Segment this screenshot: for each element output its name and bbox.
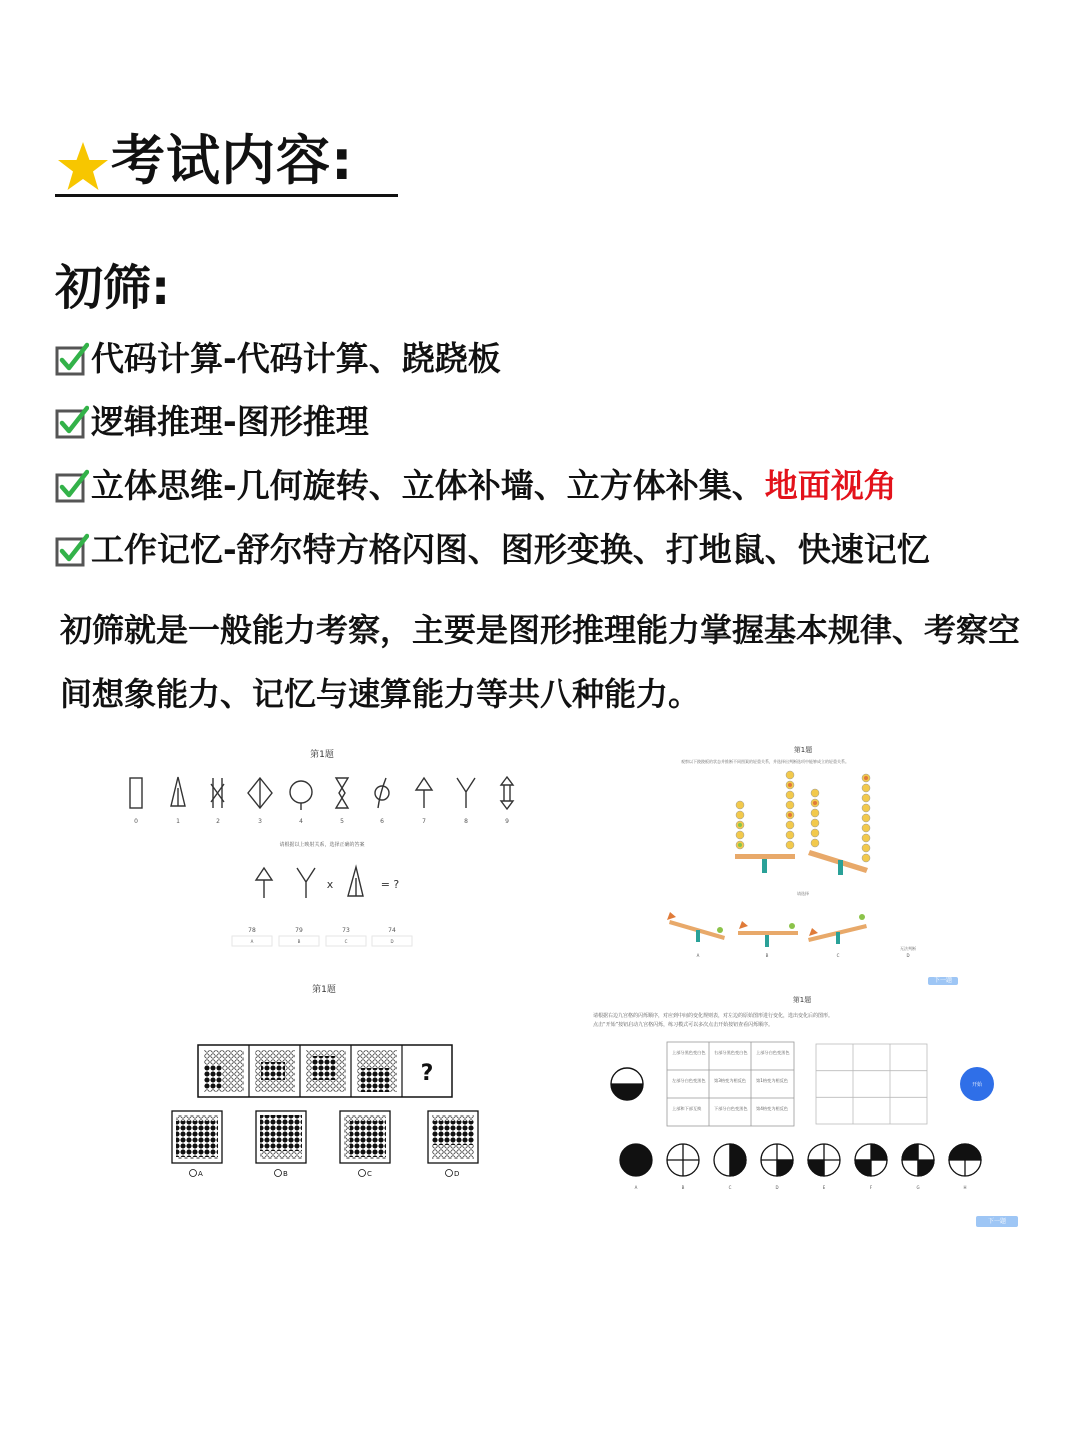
matrix-cell xyxy=(306,1050,346,1092)
transform-option-e[interactable] xyxy=(808,1144,840,1176)
section-subtitle: 初筛: xyxy=(55,260,171,316)
option-letter: D xyxy=(454,1170,460,1178)
symbol-number: 7 xyxy=(422,818,426,825)
rule-cell: 第4格变为相反色 xyxy=(756,1106,788,1111)
option-letter: D xyxy=(390,939,394,944)
seesaw-option-c[interactable] xyxy=(808,914,867,944)
cannot-judge-option[interactable]: 无法判断 xyxy=(900,946,916,951)
option-value[interactable]: 74 xyxy=(388,927,396,934)
checklist-label-text: 立体思维-几何旋转、立体补墙、立方体补集、 xyxy=(91,466,765,505)
option-letter: A xyxy=(696,953,700,958)
checkbox-checked-icon xyxy=(55,405,89,439)
symbol-4 xyxy=(290,781,312,810)
matrix-option-c[interactable] xyxy=(340,1111,390,1163)
option-letter: C xyxy=(367,1170,372,1178)
symbol-9 xyxy=(501,777,513,809)
matrix-cell xyxy=(255,1050,295,1092)
matrix-option-d[interactable] xyxy=(428,1111,478,1163)
checkbox-checked-icon xyxy=(55,342,89,376)
question-instruction: 请根据右边九宫格的闪烁顺序，对应到中间的变化规则表，对左边的原始图形进行变化，选出变化后的图形。 xyxy=(593,1013,834,1019)
option-letter: C xyxy=(728,1185,732,1190)
option-letter: A xyxy=(198,1170,203,1178)
checklist-label: 代码计算-代码计算、跷跷板 xyxy=(91,339,501,378)
symbol-0 xyxy=(130,778,142,808)
symbol-5 xyxy=(336,778,348,808)
symbol-2 xyxy=(211,778,224,808)
option-letter: D xyxy=(775,1185,779,1190)
question-title: 第1题 xyxy=(792,996,812,1004)
star-icon xyxy=(55,140,111,194)
rule-cell: 上部分黑色变白色 xyxy=(672,1050,706,1055)
seesaw-panel xyxy=(640,740,980,988)
transform-option-h[interactable] xyxy=(949,1144,981,1176)
matrix-cell xyxy=(204,1050,244,1092)
start-button[interactable] xyxy=(960,1067,994,1101)
section-heading xyxy=(55,128,398,197)
next-question-button[interactable]: 下一题 xyxy=(928,977,958,985)
rule-cell: 左部分白色变黑色 xyxy=(672,1078,706,1083)
option-letter: A xyxy=(250,939,254,944)
option-value[interactable]: 79 xyxy=(295,927,303,934)
symbol-7 xyxy=(416,778,432,808)
option-value[interactable]: 78 xyxy=(248,927,256,934)
option-letter: B xyxy=(681,1185,685,1190)
rule-cell: 下部分白色变黑色 xyxy=(714,1106,748,1111)
checklist-label: 工作记忆-舒尔特方格闪图、图形变换、打地鼠、快速记忆 xyxy=(91,530,930,569)
code-calc-panel xyxy=(110,740,540,955)
symbol-number: 4 xyxy=(299,818,303,825)
option-letter: E xyxy=(822,1185,826,1190)
rule-cell: 上部分白色变黑色 xyxy=(756,1050,790,1055)
option-letter: C xyxy=(836,953,840,958)
question-title: 第1题 xyxy=(310,750,334,760)
symbol-number: 0 xyxy=(134,818,138,825)
option-letter: B xyxy=(283,1170,288,1178)
seesaw-option-a[interactable] xyxy=(667,912,725,942)
option-letter: H xyxy=(963,1185,967,1190)
rule-cell: 第1格变为相反色 xyxy=(756,1078,788,1083)
shape-transform-panel xyxy=(585,990,1015,1195)
matrix-option-a[interactable] xyxy=(172,1111,222,1163)
transform-option-b[interactable] xyxy=(667,1144,699,1176)
option-letter: G xyxy=(916,1185,920,1190)
symbol-number: 6 xyxy=(380,818,384,825)
rule-cell: 上部和下部互换 xyxy=(672,1106,702,1111)
original-shape xyxy=(611,1068,643,1100)
rule-cell: 右部分黑色变白色 xyxy=(714,1050,748,1055)
checklist-label xyxy=(91,463,897,509)
question-title: 第1题 xyxy=(312,985,336,995)
seesaw-scale xyxy=(735,771,795,873)
next-question-button[interactable]: 下一题 xyxy=(976,1216,1018,1227)
symbol-number: 1 xyxy=(176,818,180,825)
option-letter: D xyxy=(906,953,910,958)
question-instruction: 观察以下跷跷板的状态并推断不同图案的轻重关系，并选择出判断选项中能够成立的轻重关系。 xyxy=(681,759,849,764)
flash-grid xyxy=(816,1044,927,1124)
symbol-3 xyxy=(248,778,272,808)
operator: x xyxy=(326,878,334,891)
checkbox-checked-icon xyxy=(55,533,89,567)
equals-question: = ? xyxy=(380,878,400,891)
option-letter: C xyxy=(344,939,348,944)
equation xyxy=(256,867,363,898)
select-label: 请选择 xyxy=(797,891,809,896)
rule-cell: 第3格变为相反色 xyxy=(714,1078,746,1083)
description-paragraph: 初筛就是一般能力考察，主要是图形推理能力掌握基本规律、考察空间想象能力、记忆与速算能力等共八种能力。 xyxy=(60,611,1021,713)
symbol-number: 8 xyxy=(464,818,468,825)
seesaw-scale xyxy=(808,774,870,875)
symbol-number: 9 xyxy=(505,818,509,825)
transform-option-c[interactable] xyxy=(714,1144,746,1176)
transform-option-d[interactable] xyxy=(761,1144,793,1176)
page-title: 考试内容: xyxy=(111,129,354,192)
option-letter: B xyxy=(297,939,301,944)
checklist-label: 逻辑推理-图形推理 xyxy=(91,402,369,441)
symbol-6 xyxy=(375,778,389,808)
option-letter: F xyxy=(869,1185,873,1190)
symbol-1 xyxy=(171,777,185,806)
start-button-label: 开始 xyxy=(971,1082,983,1088)
question-instruction: 请根据以上映射关系，选择正确的答案 xyxy=(279,842,365,848)
checkbox-checked-icon xyxy=(55,469,89,503)
question-title: 第1题 xyxy=(793,746,813,754)
symbol-number: 2 xyxy=(216,818,220,825)
symbol-8 xyxy=(457,778,475,808)
seesaw-option-b[interactable] xyxy=(738,921,798,947)
matrix-cell xyxy=(357,1050,397,1092)
symbol-number: 5 xyxy=(340,818,344,825)
option-letter: A xyxy=(634,1185,638,1190)
missing-cell: ? xyxy=(420,1061,434,1086)
question-instruction: 点击“开始”按钮启动九宫格闪烁，练习模式可以多次点击开始按钮查看闪烁顺序。 xyxy=(593,1022,774,1028)
option-letter: B xyxy=(765,953,769,958)
matrix-option-b[interactable] xyxy=(256,1111,306,1163)
transform-option-f[interactable] xyxy=(855,1144,887,1176)
transform-option-a[interactable] xyxy=(620,1144,652,1176)
highlighted-term: 地面视角 xyxy=(764,466,897,505)
transform-option-g[interactable] xyxy=(902,1144,934,1176)
matrix-panel xyxy=(120,975,540,1185)
symbol-number: 3 xyxy=(258,818,262,825)
option-value[interactable]: 73 xyxy=(342,927,350,934)
